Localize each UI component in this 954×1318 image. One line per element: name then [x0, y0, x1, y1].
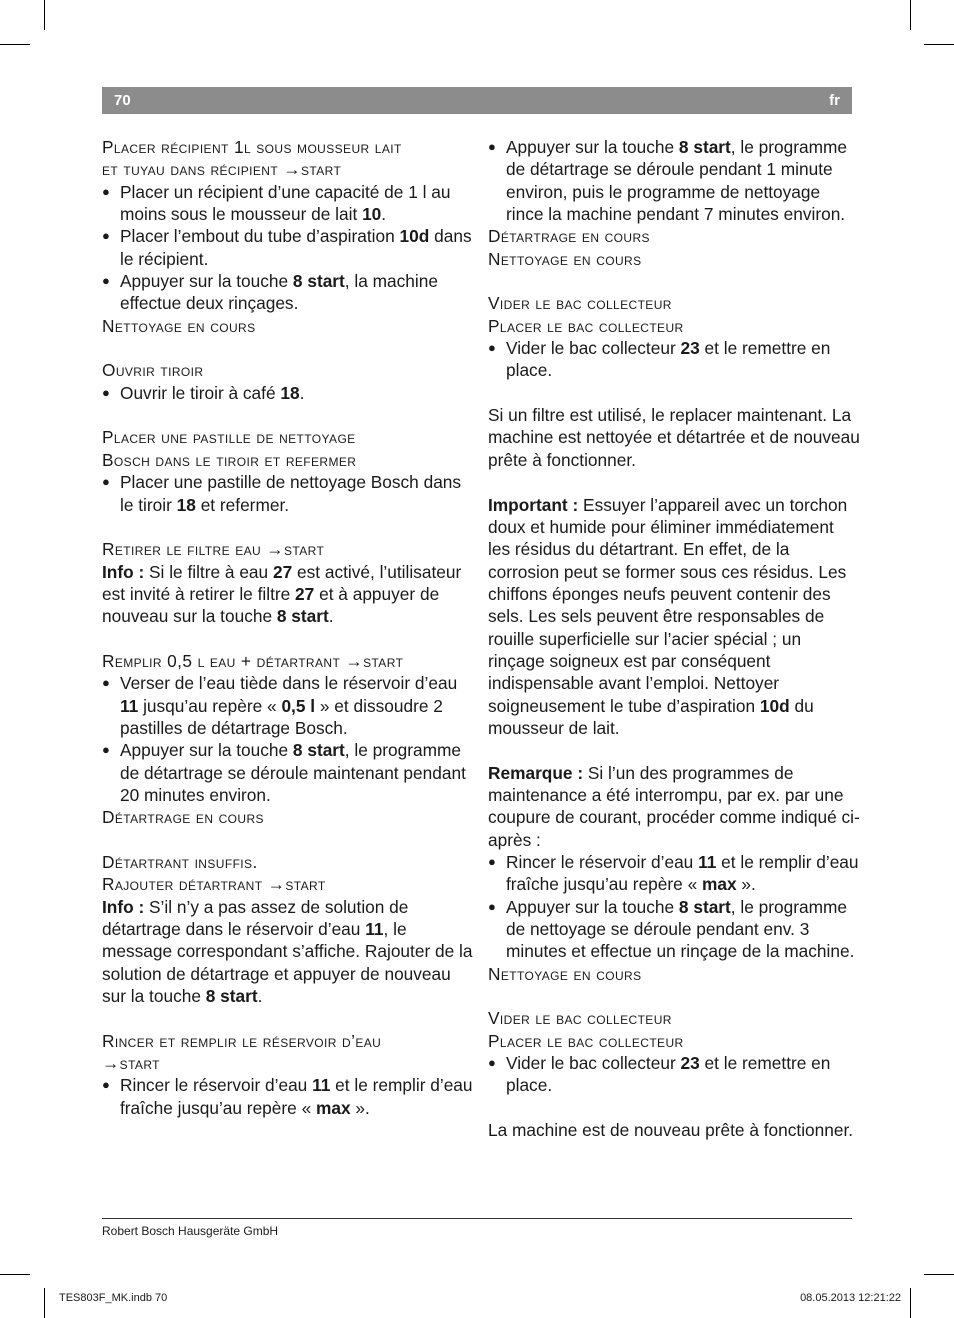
text-run: et le remettre en place.	[506, 338, 831, 381]
display-message: Retirer le filtre eau →start	[102, 539, 325, 560]
display-message: et tuyau dans récipient →start	[102, 159, 342, 180]
right-column	[488, 136, 860, 1141]
bullet-item	[102, 382, 474, 404]
bullet-item	[488, 1052, 860, 1097]
bold-text: 27	[272, 561, 293, 582]
footer-divider	[102, 1218, 852, 1219]
page-header	[102, 87, 852, 114]
text-run: Placer une pastille de nettoyage Bosch dans le tiroir	[120, 472, 462, 515]
display-message: Détartrage en cours	[102, 807, 264, 828]
text-run: S’il n’y a pas assez de solution de détartrage dans le réservoir d’eau	[102, 896, 409, 940]
crop-mark	[910, 0, 911, 30]
display-message: Ouvrir tiroir	[102, 360, 204, 381]
bold-text: 11	[365, 919, 384, 940]
display-message: →start	[102, 1053, 160, 1074]
crop-mark	[924, 1274, 954, 1275]
text-run: Placer un récipient d’une capacité de 1 l au moins sous le mousseur de lait	[120, 181, 451, 225]
display-message: Placer une pastille de nettoyage	[102, 427, 356, 448]
crop-mark	[44, 0, 45, 30]
bullet-item	[488, 851, 860, 896]
text-run: , le programme de détartrage se déroule maintenant pendant 20 minutes environ.	[120, 740, 466, 805]
bold-text: max	[701, 874, 737, 895]
text-run: Vider le bac collecteur	[506, 338, 681, 359]
text-run: Ouvrir le tiroir à café	[120, 382, 281, 403]
text-run: Appuyer sur la touche	[120, 740, 293, 761]
text-run: .	[257, 986, 263, 1007]
language-code: fr	[829, 92, 840, 109]
bullet-item	[102, 225, 474, 270]
text-run: La machine est de nouveau prête à fonctionner.	[488, 1120, 854, 1141]
bold-text: 0,5 l	[281, 695, 316, 716]
body-paragraph	[488, 762, 860, 851]
bold-text: 11	[120, 695, 139, 716]
paragraph-spacer	[102, 1007, 474, 1029]
bullet-item	[488, 337, 860, 382]
text-run: .	[299, 382, 305, 403]
bold-text: 8 start	[678, 896, 731, 917]
left-column	[102, 136, 474, 1119]
paragraph-spacer	[102, 628, 474, 650]
text-run: ».	[350, 1097, 370, 1118]
bold-text: 18	[280, 382, 300, 403]
text-run: .	[381, 204, 387, 225]
text-run: Vider le bac collecteur	[506, 1053, 681, 1074]
text-run: du mousseur de lait.	[488, 695, 814, 738]
text-run: Rincer le réservoir d’eau	[120, 1075, 313, 1096]
display-message: Placer le bac collecteur	[488, 1030, 684, 1051]
paragraph-spacer	[102, 516, 474, 538]
slug-date: 08.05.2013 12:21:22	[800, 1292, 901, 1304]
text-run: et le remettre en place.	[506, 1053, 831, 1096]
paragraph-spacer	[102, 829, 474, 851]
bold-text: 18	[176, 494, 196, 515]
display-message: Vider le bac collecteur	[488, 1008, 672, 1029]
display-message: Nettoyage en cours	[488, 963, 642, 984]
slug-file: TES803F_MK.indb 70	[59, 1292, 168, 1304]
bold-text: 23	[680, 338, 700, 359]
text-run: Appuyer sur la touche	[506, 896, 679, 917]
bullet-item	[102, 672, 474, 739]
bold-text: 8 start	[292, 740, 345, 761]
bullet-item	[488, 896, 860, 963]
bullet-item	[102, 1074, 474, 1119]
bold-text: 10	[362, 204, 382, 225]
text-run: Appuyer sur la touche	[120, 271, 293, 292]
text-run: est activé, l’utilisateur est invité à retirer le filtre	[102, 561, 462, 604]
bold-text: 11	[698, 852, 717, 872]
crop-mark	[0, 44, 30, 45]
display-message: Nettoyage en cours	[488, 248, 642, 269]
display-message: Nettoyage en cours	[102, 315, 256, 336]
paragraph-spacer	[488, 471, 860, 493]
display-message: Rajouter détartrant →start	[102, 874, 326, 895]
bullet-item	[102, 471, 474, 516]
bullet-item	[102, 181, 474, 226]
paragraph-spacer	[102, 404, 474, 426]
bold-text: 10d	[759, 695, 790, 716]
body-paragraph	[488, 1119, 860, 1141]
display-message: Détartrage en cours	[488, 226, 650, 247]
bold-text: 8 start	[678, 137, 731, 157]
bold-text: 8 start	[276, 606, 329, 627]
text-run: » et dissoudre 2 pastilles de détartrage Bosch.	[120, 695, 443, 738]
bold-text: 10d	[399, 226, 430, 247]
bullet-item	[102, 739, 474, 806]
text-run: jusqu’au repère «	[138, 695, 282, 716]
body-paragraph	[102, 896, 474, 1008]
text-run: dans le récipient.	[120, 226, 472, 269]
body-paragraph	[102, 561, 474, 628]
text-run: , le message correspondant s’affiche. Rajouter de la solution de détartrage et appuyer de nouveau sur la touche	[102, 919, 473, 1007]
display-message: Remplir 0,5 l eau + détartrant →start	[102, 650, 404, 671]
crop-mark	[924, 44, 954, 45]
footer-company: Robert Bosch Hausgeräte GmbH	[102, 1224, 279, 1238]
text-run: et refermer.	[195, 494, 290, 515]
text-run: Rincer le réservoir d’eau	[506, 852, 699, 872]
crop-mark	[0, 1274, 30, 1275]
crop-mark	[44, 1288, 45, 1318]
paragraph-spacer	[488, 985, 860, 1007]
bullet-item	[488, 136, 860, 225]
text-run: et le remplir d’eau fraîche jusqu’au repère «	[120, 1075, 473, 1118]
text-run: Placer l’embout du tube d’aspiration	[120, 226, 400, 247]
crop-mark	[910, 1288, 911, 1318]
body-paragraph	[488, 404, 860, 471]
text-run: Si l’un des programmes de maintenance a été interrompu, par ex. par une coupure de courant, procéder comme indiqué ci-après :	[488, 762, 860, 850]
bold-text: Info :	[102, 561, 145, 582]
bold-text: Info :	[102, 896, 145, 917]
bold-text: 27	[295, 583, 315, 604]
paragraph-spacer	[488, 1097, 860, 1119]
bullet-item	[102, 270, 474, 315]
bold-text: 11	[312, 1075, 331, 1096]
paragraph-spacer	[488, 739, 860, 761]
display-message: Détartrant insuffis.	[102, 852, 258, 872]
text-run: , le programme de nettoyage se déroule pendant env. 3 minutes et effectue un rinçage de la machine.	[506, 896, 855, 962]
text-run: Appuyer sur la touche	[506, 137, 679, 157]
display-message: Vider le bac collecteur	[488, 293, 672, 314]
text-run: et le remplir d’eau fraîche jusqu’au repère «	[506, 852, 859, 895]
text-run: Verser de l’eau tiède dans le réservoir d’eau	[120, 673, 458, 694]
paragraph-spacer	[102, 337, 474, 359]
body-paragraph	[488, 494, 860, 740]
display-message: Rincer et remplir le réservoir d’eau	[102, 1030, 382, 1051]
bold-text: 23	[680, 1053, 700, 1074]
display-message: Placer récipient 1l sous mousseur lait	[102, 137, 402, 157]
text-run: ».	[736, 874, 756, 895]
text-run: et à appuyer de nouveau sur la touche	[102, 583, 440, 627]
display-message: Placer le bac collecteur	[488, 315, 684, 336]
text-run: .	[328, 606, 334, 627]
text-run: Essuyer l’appareil avec un torchon doux et humide pour éliminer immédiatement les résidus du détartrant. En effet, de la corrosion peut se former sous ces résidus. Les chiffons éponges neufs peuvent contenir des sels. Les sels peuvent être responsables de rouille superficielle sur l’acier spécial ; un rinçage soigneux est par conséquent indispensable avant l’emploi. Nettoyer soigneusement le tube d’aspiration	[488, 494, 848, 716]
bold-text: 8 start	[205, 986, 258, 1007]
bold-text: Remarque :	[488, 762, 584, 783]
paragraph-spacer	[488, 270, 860, 292]
bold-text: 8 start	[292, 271, 345, 292]
text-run: Si le filtre à eau	[144, 561, 273, 582]
page-number: 70	[114, 92, 131, 109]
text-run: , le programme de détartrage se déroule pendant 1 minute environ, puis le programme de nettoyage rince la machine pendant 7 minutes environ.	[506, 137, 848, 225]
display-message: Bosch dans le tiroir et refermer	[102, 449, 357, 470]
text-run: Si un filtre est utilisé, le replacer maintenant. La machine est nettoyée et détartrée et de nouveau prête à fonctionner.	[488, 405, 860, 470]
paragraph-spacer	[488, 382, 860, 404]
text-run: , la machine effectue deux rinçages.	[120, 271, 438, 314]
bold-text: Important :	[488, 494, 579, 515]
bold-text: max	[315, 1097, 351, 1118]
